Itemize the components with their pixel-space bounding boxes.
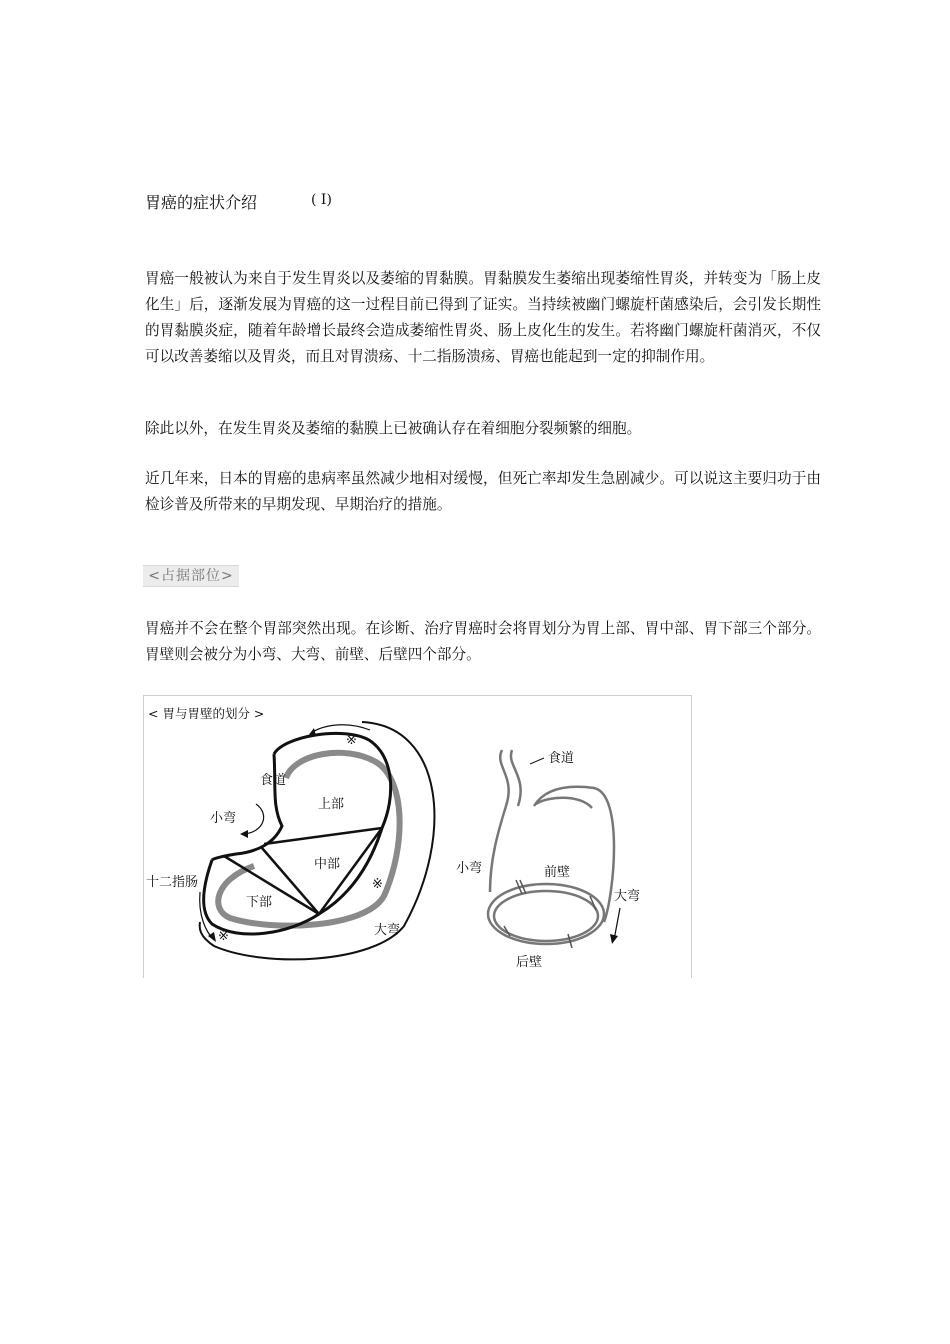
lesser-arrow-head-icon <box>240 830 248 838</box>
lesser-wall-line <box>490 750 509 892</box>
paragraph-japan: 近几年来，日本的胃癌的患病率虽然减少地相对缓慢，但死亡率却发生急剧减少。可以说这主要归功于由检诊普及所带来的早期发现、早期治疗的措施。 <box>145 470 821 513</box>
stomach-diagrams <box>144 696 691 978</box>
title-main: 胃癌的症状介绍 <box>145 193 258 212</box>
section-heading-location: <占据部位> <box>143 565 239 587</box>
label-anterior-wall: 前壁 <box>544 865 571 880</box>
label-duodenum: 十二指肠 <box>146 875 199 890</box>
label-esophagus-left: 食道 <box>260 773 287 788</box>
upper-middle-divider <box>264 828 382 844</box>
document-title <box>145 190 332 213</box>
esophagus-wall-line <box>511 750 521 806</box>
mark-top: ※ <box>346 733 357 748</box>
figure-caption: < 胃与胃壁的划分 > <box>148 706 265 721</box>
paragraph-intro: 胃癌一般被认为来自于发生胃炎以及萎缩的胃黏膜。胃黏膜发生萎缩出现萎缩性胃炎，并转变为「肠上皮化生」后，逐渐发展为胃癌的这一过程目前已得到了证实。当持续被幽门螺旋杆菌感染后，会引发长期性的胃黏膜炎症，随着年龄增长最终会造成萎缩性胃炎、肠上皮化生的发生。若将幽门螺旋杆菌消灭，不仅可以改善萎缩以及胃炎，而且对胃溃疡、十二指肠溃疡、胃癌也能起到一定的抑制作用。 <box>145 270 821 365</box>
label-greater-curvature-right: 大弯 <box>614 889 641 904</box>
label-lesser-curvature-left: 小弯 <box>210 811 237 826</box>
paragraph-regions: 胃癌并不会在整个胃部突然出现。在诊断、治疗胃癌时会将胃划分为胃上部、胃中部、胃下部三个部分。胃壁则会被分为小弯、大弯、前壁、后壁四个部分。 <box>145 620 821 663</box>
greater-arrow-head-icon <box>610 934 618 944</box>
label-greater-curvature-left: 大弯 <box>374 923 401 938</box>
esophagus-pointer <box>530 758 544 764</box>
left-stomach-diagram <box>146 722 434 959</box>
title-part-number: ( I) <box>311 192 332 208</box>
fundus-wall-line <box>536 798 592 808</box>
cross-section-outer <box>488 884 604 944</box>
mark-bottom: ※ <box>218 929 229 944</box>
stomach-division-figure <box>143 695 692 978</box>
label-lower: 下部 <box>246 895 273 910</box>
greater-arrow-line <box>614 908 620 940</box>
lesser-arrow-curve <box>244 804 264 834</box>
label-posterior-wall: 后壁 <box>516 955 543 970</box>
paragraph-cells: 除此以外，在发生胃炎及萎缩的黏膜上已被确认存在着细胞分裂频繁的细胞。 <box>145 420 642 437</box>
label-middle: 中部 <box>314 857 341 872</box>
top-arrow-head-icon <box>308 728 316 736</box>
label-lesser-curvature-right: 小弯 <box>456 861 483 876</box>
cross-section-inner <box>494 891 598 941</box>
greater-wall-line <box>534 787 614 922</box>
label-upper: 上部 <box>318 797 345 812</box>
right-stomach-diagram <box>456 750 640 970</box>
mark-right: ※ <box>372 877 383 892</box>
label-esophagus-right: 食道 <box>548 751 575 766</box>
